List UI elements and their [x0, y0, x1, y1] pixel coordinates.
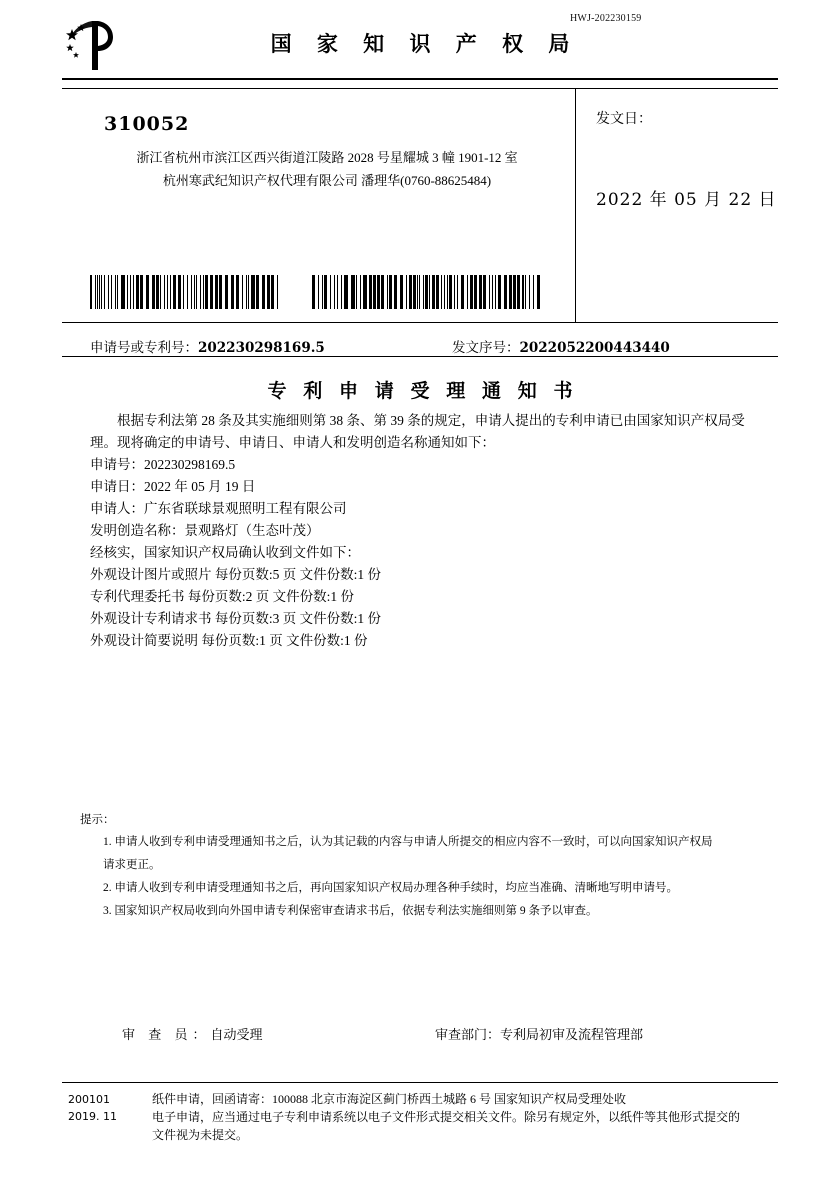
body-file-item: 外观设计简要说明 每份页数:1 页 文件份数:1 份 [90, 633, 368, 648]
footer-divider [62, 1082, 778, 1083]
body-invention-name: 发明创造名称：景观路灯（生态叶茂） [90, 523, 320, 538]
footer-line-3: 文件视为未提交。 [152, 1128, 249, 1142]
note-item: 2. 申请人收到专利申请受理通知书之后，再向国家知识产权局办理各种手续时，均应当准确、清晰地写明申请号。 [103, 882, 678, 894]
document-header [62, 18, 778, 76]
serial-number-row [452, 336, 670, 356]
vertical-divider [575, 88, 576, 322]
footer-line-2: 电子申请，应当通过电子专利申请系统以电子文件形式提交相关文件。除另有规定外，以纸件等其他形式提交的 [152, 1110, 741, 1124]
examiner-value: 自动受理 [210, 1027, 263, 1042]
notes-label: 提示： [80, 814, 115, 826]
barcode-serial-number [312, 275, 544, 309]
issue-date-value: 2022 年 05 月 22 日 [596, 190, 777, 210]
body-applicant: 申请人：广东省联球景观照明工程有限公司 [90, 501, 347, 516]
footer-code-2: 2019. 11 [68, 1110, 117, 1123]
examiner-row [122, 1024, 263, 1043]
examiner-label: 审 查 员： [122, 1027, 211, 1042]
note-item: 3. 国家知识产权局收到向外国申请专利保密审查请求书后，依据专利法实施细则第 9 条予以审查。 [103, 905, 598, 917]
footer-form-codes [68, 1091, 117, 1125]
body-paragraph-1: 根据专利法第 28 条及其实施细则第 38 条、第 39 条的规定，申请人提出的专利申请已由国家知识产权局受理。现将确定的申请号、申请日、申请人和发明创造名称通知如下： [90, 413, 745, 450]
footer-code-1: 200101 [68, 1093, 110, 1106]
serial-number-label: 发文序号： [452, 340, 520, 355]
body-file-item: 外观设计专利请求书 每份页数:3 页 文件份数:1 份 [90, 611, 382, 626]
department-row [435, 1024, 643, 1043]
body-application-date: 申请日：2022 年 05 月 19 日 [90, 479, 256, 494]
postal-code: 310052 [104, 113, 190, 135]
barcode-application-number [90, 275, 282, 309]
footer-text [152, 1090, 772, 1144]
header-divider-thin [62, 88, 778, 89]
body-file-item: 专利代理委托书 每份页数:2 页 文件份数:1 份 [90, 589, 355, 604]
note-item-continuation: 请求更正。 [103, 859, 161, 871]
note-item: 1. 申请人收到专利申请受理通知书之后，认为其记载的内容与申请人所提交的相应内容不一致时，可以向国家知识产权局 [103, 836, 713, 848]
application-number-value: 202230298169.5 [198, 340, 325, 356]
notice-body [90, 410, 762, 652]
notice-title: 专 利 申 请 受 理 通 知 书 [267, 381, 579, 402]
application-number-row [90, 336, 325, 356]
address-line-2: 杭州寒武纪知识产权代理有限公司 潘理华(0760-88625484) [162, 173, 492, 188]
header-divider [62, 78, 778, 80]
department-value: 专利局初审及流程管理部 [500, 1027, 644, 1042]
department-label: 审查部门： [435, 1027, 501, 1042]
address-line-1: 浙江省杭州市滨江区西兴街道江陵路 2028 号星耀城 3 幢 1901-12 室 [136, 150, 518, 165]
body-file-item: 外观设计图片或照片 每份页数:5 页 文件份数:1 份 [90, 567, 382, 582]
reference-row-bottom-rule [62, 356, 778, 357]
body-application-number: 申请号：202230298169.5 [90, 457, 236, 472]
footer-line-1: 纸件申请，回函请寄：100088 北京市海淀区蓟门桥西土城路 6 号 国家知识产权局受理处收 [152, 1092, 627, 1106]
document-reference-code: HWJ-202230159 [570, 13, 642, 24]
notes-section [80, 810, 770, 924]
address-block-bottom-rule [62, 322, 778, 323]
page-title: 国 家 知 识 产 权 局 [270, 31, 579, 56]
issue-date-label: 发文日： [596, 112, 652, 127]
application-number-label: 申请号或专利号： [90, 340, 198, 355]
body-confirm-title: 经核实，国家知识产权局确认收到文件如下： [90, 545, 360, 560]
serial-number-value: 2022052200443440 [519, 340, 670, 356]
